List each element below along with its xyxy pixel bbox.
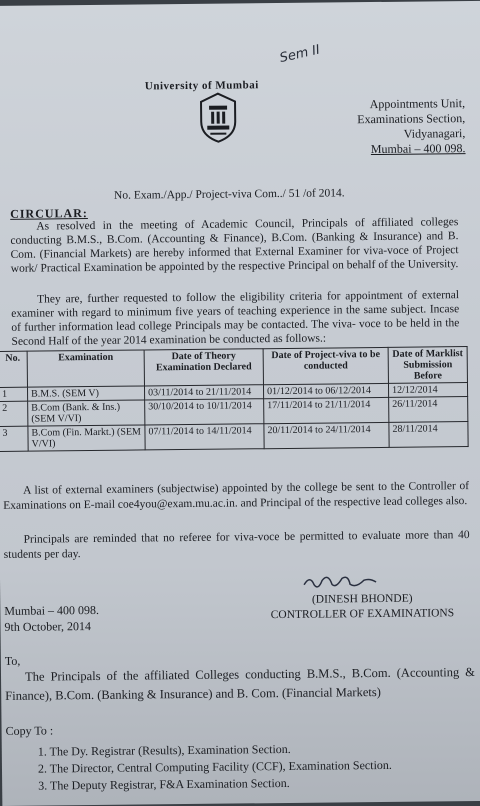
address-line: Examinations Section, [357,111,466,127]
row-number: 1 [0,387,28,401]
place: Mumbai – 400 098. [4,602,100,618]
reference-number: No. Exam./App./ Project-viva Com../ 51 /of 2014. [113,187,345,202]
paragraph-4: Principals are reminded that no referee for viva-voce be permitted to evaluate more than 40 students per day. [3,529,470,561]
to-label: To, [4,653,21,668]
viva-date-cell: 17/11/2014 to 21/11/2014 [264,397,389,423]
exam-cell: B.M.S. (SEM V) [27,386,144,401]
university-seal-icon [195,91,242,143]
address-city: Mumbai – 400 098. [370,141,466,157]
viva-date-cell: 01/12/2014 to 06/12/2014 [263,383,388,398]
address-block [295,96,466,158]
issue-date: 9th October, 2014 [4,619,92,634]
signatory-title: CONTROLLER OF EXAMINATIONS [270,607,455,622]
address-line: Vidyanagari, [403,126,466,141]
theory-date-cell: 03/11/2014 to 21/11/2014 [144,385,263,400]
row-number: 3 [0,426,28,451]
addressee-text: The Principals of the affiliated Colleges conducting B.M.S., B.Com. (Accounting & Finance), B.Com. (Banking & Insurance) and B. Com. (Financial Markets) [5,664,476,703]
column-header: Date of Project-viva to be conducted [263,347,388,384]
submission-date-cell: 12/12/2014 [388,383,467,398]
paragraph-3: A list of external examiners (subjectwise) appointed by the college be sent to the Controller of Examinations on E-mail coe4you@exam.mu.ac.in. and Principal of the respective lead colleges also. [3,480,470,512]
paragraph-2: They are, further requested to follow the eligibility criteria for appointment of external examiner with regard to minimum five years of teaching experience in the same subject. Incase of further information lead college Principals may be contacted. The viva- voce to be held in the Second Half of the year 2014 examination be conducted as follows.: [11,289,460,348]
row-number: 2 [0,401,28,426]
column-header: Date of Theory Examination Declared [144,349,263,386]
submission-date-cell: 28/11/2014 [389,422,468,448]
exam-cell: B.Com (Bank. & Ins.) (SEM V/VI) [28,400,145,426]
column-header: Date of Marklist Submission Before [388,347,467,384]
signature-block [262,591,462,623]
column-header: No. [0,351,27,387]
university-name: University of Mumbai [144,79,259,93]
theory-date-cell: 30/10/2014 to 10/11/2014 [145,399,264,425]
list-item: 1. The Dy. Registrar (Results), Examination Section. [37,741,291,759]
copy-to-label: Copy To : [5,723,54,738]
signature-scribble-icon [300,570,380,593]
schedule-table [0,346,469,452]
copy-to-list [38,740,392,795]
theory-date-cell: 07/11/2014 to 14/11/2014 [145,424,264,450]
viva-date-cell: 20/11/2014 to 24/11/2014 [264,422,389,448]
signatory-name: (DINESH BHONDE) [311,592,413,606]
table-header-row [0,347,467,388]
exam-cell: B.Com (Fin. Markt.) (SEM V/VI) [28,425,145,451]
table-row [0,422,468,452]
paragraph-1: As resolved in the meeting of Academic Council, Principals of affiliated colleges conducting B.M.S., B.Com. (Accounting & Finance), B.Com. (Banking & Insurance) and B. Com. (Financial Markets) are hereby informed that External Examiner for viva-voce of Project work/ Practical Examination be appointed by the respective Principal on behalf of the University. [10,216,459,275]
circular-heading: CIRCULAR: [10,206,88,221]
handwritten-note: Sem II [278,42,322,67]
list-item: 3. The Deputy Registrar, F&A Examination Section. [38,775,290,793]
address-line: Appointments Unit, [369,96,466,112]
submission-date-cell: 26/11/2014 [389,397,468,423]
document-page [0,1,480,806]
list-item: 2. The Director, Central Computing Facility (CCF), Examination Section. [37,757,392,776]
column-header: Examination [27,350,144,387]
